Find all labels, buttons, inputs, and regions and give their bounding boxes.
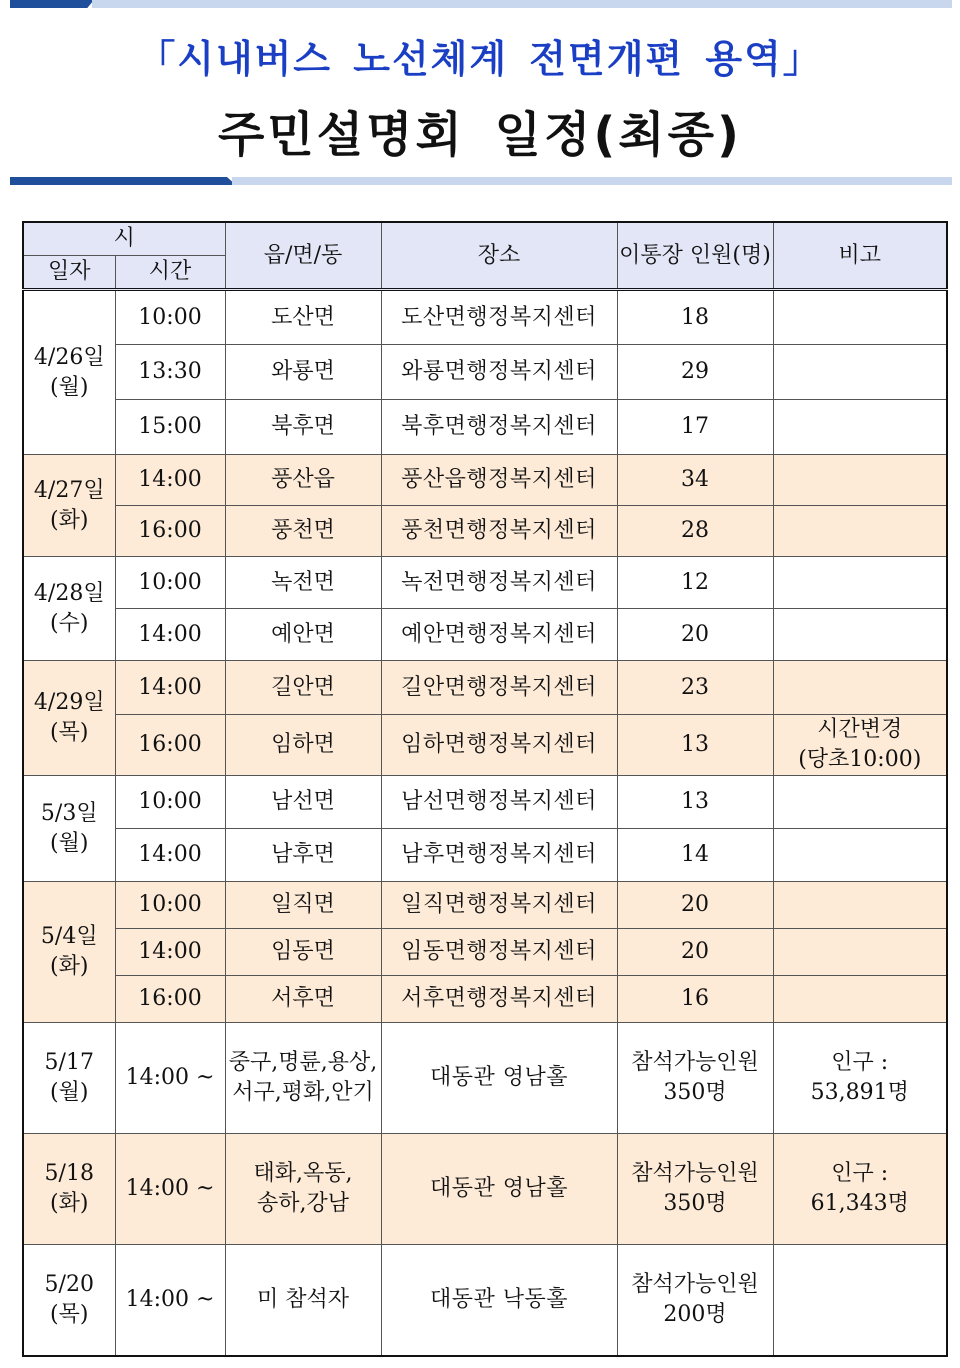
place-cell: 와룡면행정복지센터	[381, 345, 617, 400]
table-row	[23, 715, 947, 776]
dong-cell: 서후면	[225, 976, 381, 1023]
time-cell: 14:00	[115, 929, 225, 976]
note-cell	[773, 345, 947, 400]
note-cell	[773, 290, 947, 345]
date-cell: 4/29일 (목)	[23, 661, 115, 776]
header-date: 일자	[23, 256, 115, 290]
table-row	[23, 829, 947, 882]
table-row	[23, 1023, 947, 1134]
place-cell: 임하면행정복지센터	[381, 715, 617, 776]
place-cell: 남후면행정복지센터	[381, 829, 617, 882]
table-row	[23, 609, 947, 661]
time-cell: 13:30	[115, 345, 225, 400]
time-cell: 16:00	[115, 715, 225, 776]
table-row	[23, 976, 947, 1023]
table-row	[23, 661, 947, 715]
time-cell: 14:00	[115, 661, 225, 715]
date-cell: 5/18 (화)	[23, 1134, 115, 1245]
place-cell: 녹전면행정복지센터	[381, 557, 617, 609]
dong-cell: 길안면	[225, 661, 381, 715]
count-cell: 12	[617, 557, 773, 609]
dong-cell: 일직면	[225, 882, 381, 929]
note-cell	[773, 455, 947, 506]
table-row	[23, 290, 947, 345]
date-cell: 4/26일 (월)	[23, 290, 115, 455]
time-cell: 16:00	[115, 506, 225, 557]
time-cell: 10:00	[115, 882, 225, 929]
note-cell	[773, 776, 947, 829]
dong-cell: 도산면	[225, 290, 381, 345]
table-row	[23, 776, 947, 829]
count-cell: 18	[617, 290, 773, 345]
note-cell	[773, 557, 947, 609]
time-cell: 10:00	[115, 290, 225, 345]
count-cell: 20	[617, 882, 773, 929]
table-row	[23, 557, 947, 609]
place-cell: 일직면행정복지센터	[381, 882, 617, 929]
dong-cell: 임동면	[225, 929, 381, 976]
count-cell: 16	[617, 976, 773, 1023]
time-cell: 10:00	[115, 776, 225, 829]
count-cell: 23	[617, 661, 773, 715]
header-top-band-dark	[10, 0, 94, 8]
table-body	[23, 290, 947, 1356]
place-cell: 길안면행정복지센터	[381, 661, 617, 715]
note-cell: 인구 : 61,343명	[773, 1134, 947, 1245]
table-row	[23, 345, 947, 400]
note-cell	[773, 1245, 947, 1356]
count-cell: 참석가능인원 200명	[617, 1245, 773, 1356]
header-note: 비고	[773, 222, 947, 290]
dong-cell: 미 참석자	[225, 1245, 381, 1356]
place-cell: 풍천면행정복지센터	[381, 506, 617, 557]
time-cell: 14:00 ~	[115, 1023, 225, 1134]
header-top-band-light	[92, 0, 952, 8]
dong-cell: 풍산읍	[225, 455, 381, 506]
table-row	[23, 882, 947, 929]
count-cell: 13	[617, 715, 773, 776]
count-cell: 참석가능인원 350명	[617, 1023, 773, 1134]
date-cell: 5/20 (목)	[23, 1245, 115, 1356]
dong-cell: 임하면	[225, 715, 381, 776]
place-cell: 예안면행정복지센터	[381, 609, 617, 661]
time-cell: 10:00	[115, 557, 225, 609]
count-cell: 13	[617, 776, 773, 829]
date-cell: 5/3일 (월)	[23, 776, 115, 882]
time-cell: 14:00	[115, 609, 225, 661]
document-title: 「시내버스 노선체계 전면개편 용역」	[137, 37, 823, 81]
count-cell: 14	[617, 829, 773, 882]
table-row	[23, 1245, 947, 1356]
dong-cell: 남선면	[225, 776, 381, 829]
place-cell: 남선면행정복지센터	[381, 776, 617, 829]
table-row	[23, 506, 947, 557]
date-cell: 5/4일 (화)	[23, 882, 115, 1023]
time-cell: 14:00 ~	[115, 1134, 225, 1245]
dong-cell: 북후면	[225, 400, 381, 455]
note-cell	[773, 661, 947, 715]
note-cell	[773, 609, 947, 661]
place-cell: 서후면행정복지센터	[381, 976, 617, 1023]
count-cell: 참석가능인원 350명	[617, 1134, 773, 1245]
note-cell	[773, 829, 947, 882]
dong-cell: 와룡면	[225, 345, 381, 400]
time-cell: 15:00	[115, 400, 225, 455]
count-cell: 20	[617, 609, 773, 661]
time-cell: 14:00 ~	[115, 1245, 225, 1356]
dong-cell: 풍천면	[225, 506, 381, 557]
date-cell: 4/27일 (화)	[23, 455, 115, 557]
note-cell	[773, 929, 947, 976]
note-cell: 시간변경 (당초10:00)	[773, 715, 947, 776]
count-cell: 29	[617, 345, 773, 400]
count-cell: 20	[617, 929, 773, 976]
note-cell: 인구 : 53,891명	[773, 1023, 947, 1134]
header-dong: 읍/면/동	[225, 222, 381, 290]
place-cell: 대동관 영남홀	[381, 1134, 617, 1245]
date-cell: 5/17 (월)	[23, 1023, 115, 1134]
place-cell: 북후면행정복지센터	[381, 400, 617, 455]
dong-cell: 중구,명륜,용상, 서구,평화,안기	[225, 1023, 381, 1134]
table-row	[23, 1134, 947, 1245]
header-bottom-band	[10, 177, 952, 185]
note-cell	[773, 976, 947, 1023]
header-bottom-band-light	[232, 177, 952, 185]
time-cell: 14:00	[115, 455, 225, 506]
header-time: 시간	[115, 256, 225, 290]
table-row	[23, 400, 947, 455]
note-cell	[773, 400, 947, 455]
note-cell	[773, 882, 947, 929]
dong-cell: 태화,옥동, 송하,강남	[225, 1134, 381, 1245]
place-cell: 임동면행정복지센터	[381, 929, 617, 976]
date-cell: 4/28일 (수)	[23, 557, 115, 661]
dong-cell: 남후면	[225, 829, 381, 882]
header-bottom-band-dark	[10, 177, 236, 185]
dong-cell: 예안면	[225, 609, 381, 661]
place-cell: 도산면행정복지센터	[381, 290, 617, 345]
table-header	[23, 222, 947, 290]
count-cell: 34	[617, 455, 773, 506]
header-si: 시	[23, 222, 225, 256]
note-cell	[773, 506, 947, 557]
header-count: 이통장 인원(명)	[617, 222, 773, 290]
table-row	[23, 455, 947, 506]
place-cell: 풍산읍행정복지센터	[381, 455, 617, 506]
place-cell: 대동관 영남홀	[381, 1023, 617, 1134]
time-cell: 16:00	[115, 976, 225, 1023]
count-cell: 17	[617, 400, 773, 455]
dong-cell: 녹전면	[225, 557, 381, 609]
table-row	[23, 929, 947, 976]
time-cell: 14:00	[115, 829, 225, 882]
count-cell: 28	[617, 506, 773, 557]
header-top-band	[10, 0, 952, 8]
header-place: 장소	[381, 222, 617, 290]
place-cell: 대동관 낙동홀	[381, 1245, 617, 1356]
schedule-table	[22, 221, 948, 1357]
document-subtitle: 주민설명회 일정(최종)	[218, 107, 742, 163]
